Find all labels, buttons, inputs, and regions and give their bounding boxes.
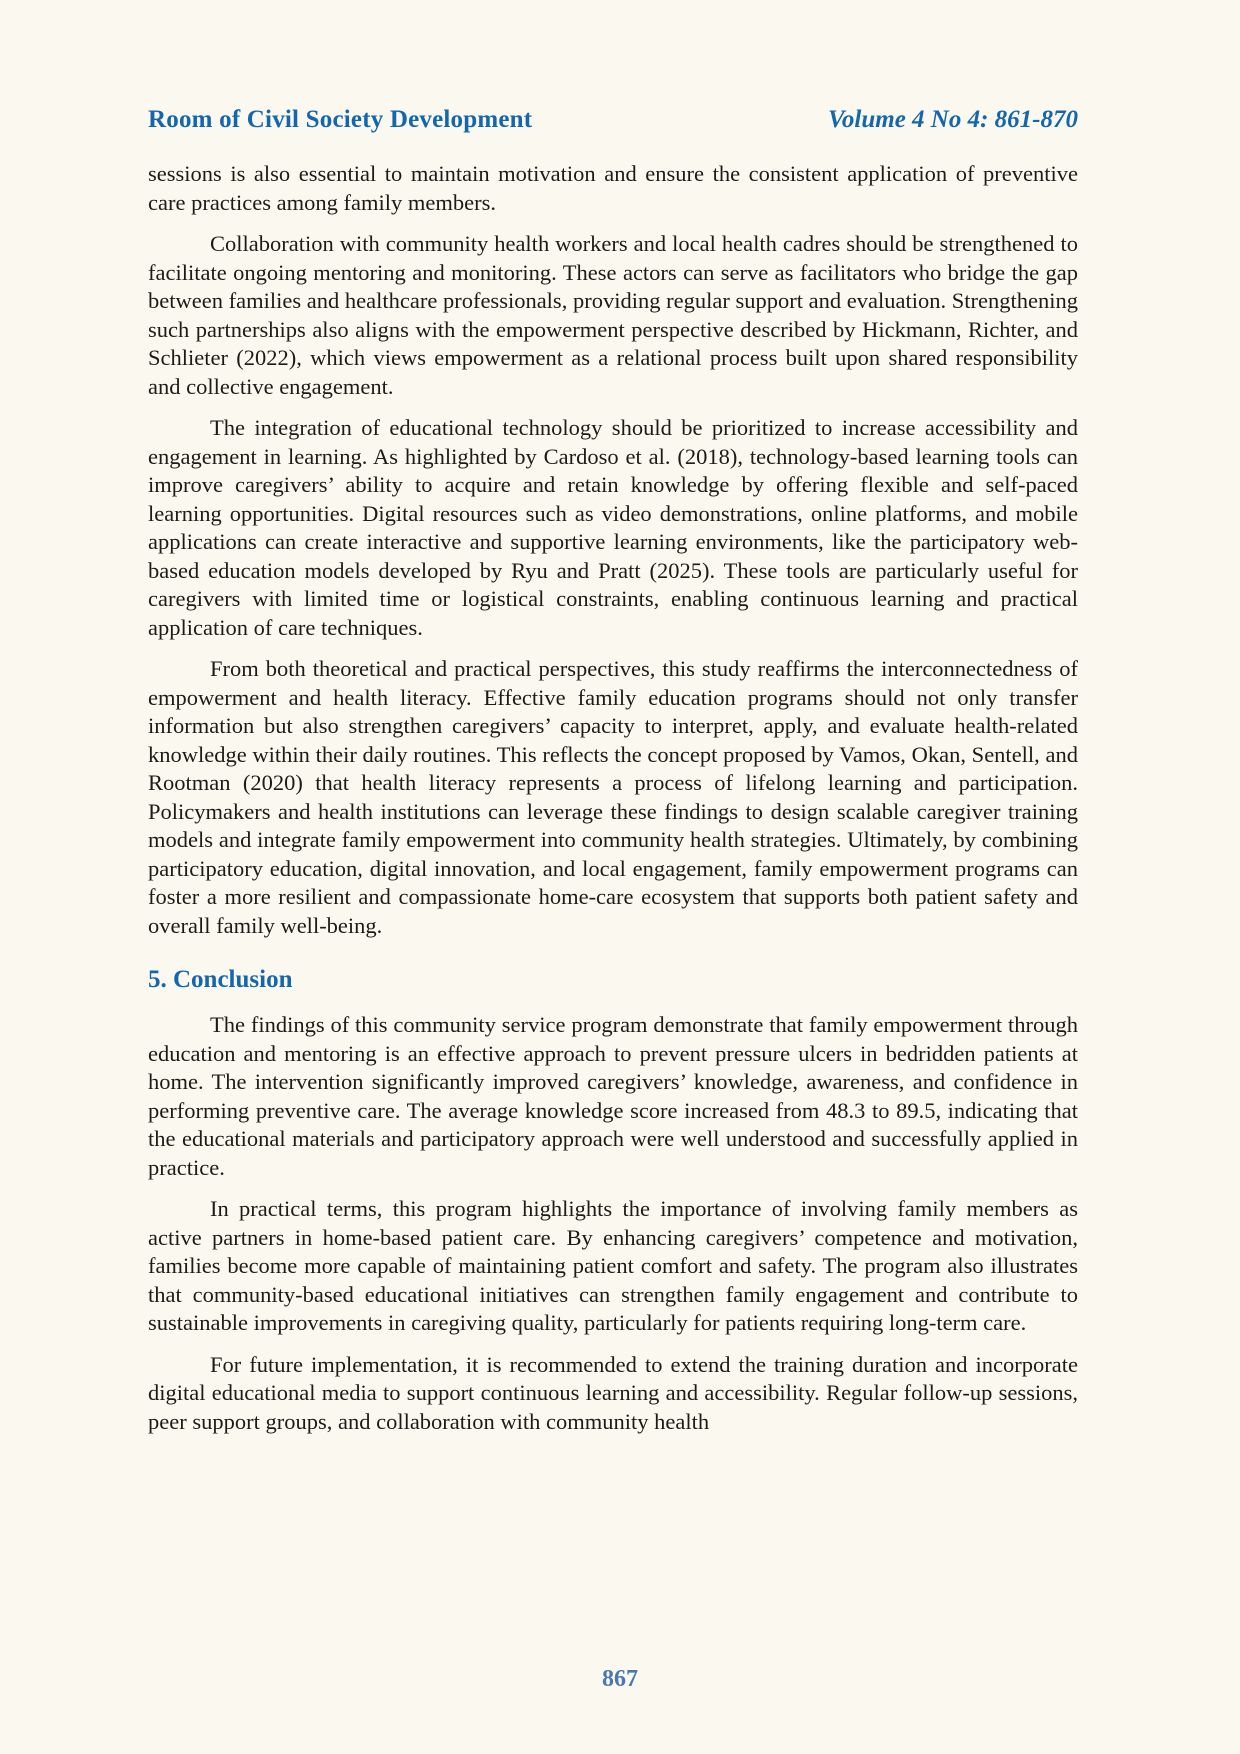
paragraph-continuation: sessions is also essential to maintain motivation and ensure the consistent application of preventive care practices among family members. xyxy=(148,161,1078,215)
page-header xyxy=(148,106,1078,134)
paragraph-findings: The findings of this community service program demonstrate that family empowerment through education and mentoring is an effective approach to prevent pressure ulcers in bedridden patients at home. The intervention significantly improved caregivers’ knowledge, awareness, and confidence in performing preventive care. The average knowledge score increased from 48.3 to 89.5, indicating that the educational materials and participatory approach were well understood and successfully applied in practice. xyxy=(148,1012,1078,1180)
paragraph-practical-terms: In practical terms, this program highlights the importance of involving family members as active partners in home-based patient care. By enhancing caregivers’ competence and motivation, families become more capable of maintaining patient comfort and safety. The program also illustrates that community-based educational initiatives can strengthen family engagement and contribute to sustainable improvements in caregiving quality, particularly for patients requiring long-term care. xyxy=(148,1196,1078,1335)
page-number: 867 xyxy=(602,1666,638,1692)
page-footer xyxy=(0,1666,1240,1693)
paragraph-collaboration: Collaboration with community health workers and local health cadres should be strengthened to facilitate ongoing mentoring and monitoring. These actors can serve as facilitators who bridge the gap between families and healthcare professionals, providing regular support and evaluation. Strengthening such partnerships also aligns with the empowerment perspective described by Hickmann, Richter, and Schlieter (2022), which views empowerment as a relational process built upon shared responsibility and collective engagement. xyxy=(148,231,1078,399)
paragraph-perspectives: From both theoretical and practical perspectives, this study reaffirms the interconnectedness of empowerment and health literacy. Effective family education programs should not only transfer information but also strengthen caregivers’ capacity to interpret, apply, and evaluate health-related knowledge within their daily routines. This reflects the concept proposed by Vamos, Okan, Sentell, and Rootman (2020) that health literacy represents a process of lifelong learning and participation. Policymakers and health institutions can leverage these findings to design scalable caregiver training models and integrate family empowerment into community health strategies. Ultimately, by combining participatory education, digital innovation, and local engagement, family empowerment programs can foster a more resilient and compassionate home-care ecosystem that supports both patient safety and overall family well-being. xyxy=(148,656,1078,938)
journal-name: Room of Civil Society Development xyxy=(148,106,533,133)
content-area xyxy=(148,106,1078,1449)
document-body xyxy=(148,160,1078,1436)
section-heading-conclusion: 5. Conclusion xyxy=(148,966,293,993)
volume-info: Volume 4 No 4: 861-870 xyxy=(828,106,1078,133)
paragraph-technology: The integration of educational technology should be prioritized to increase accessibility and engagement in learning. As highlighted by Cardoso et al. (2018), technology-based learning tools can improve caregivers’ ability to acquire and retain knowledge by offering flexible and self-paced learning opportunities. Digital resources such as video demonstrations, online platforms, and mobile applications can create interactive and supportive learning environments, like the participatory web-based education models developed by Ryu and Pratt (2025). These tools are particularly useful for caregivers with limited time or logistical constraints, enabling continuous learning and practical application of care techniques. xyxy=(148,415,1078,640)
paragraph-future-implementation: For future implementation, it is recommended to extend the training duration and incorporate digital educational media to support continuous learning and accessibility. Regular follow-up sessions, peer support groups, and collaboration with community health xyxy=(148,1351,1078,1434)
